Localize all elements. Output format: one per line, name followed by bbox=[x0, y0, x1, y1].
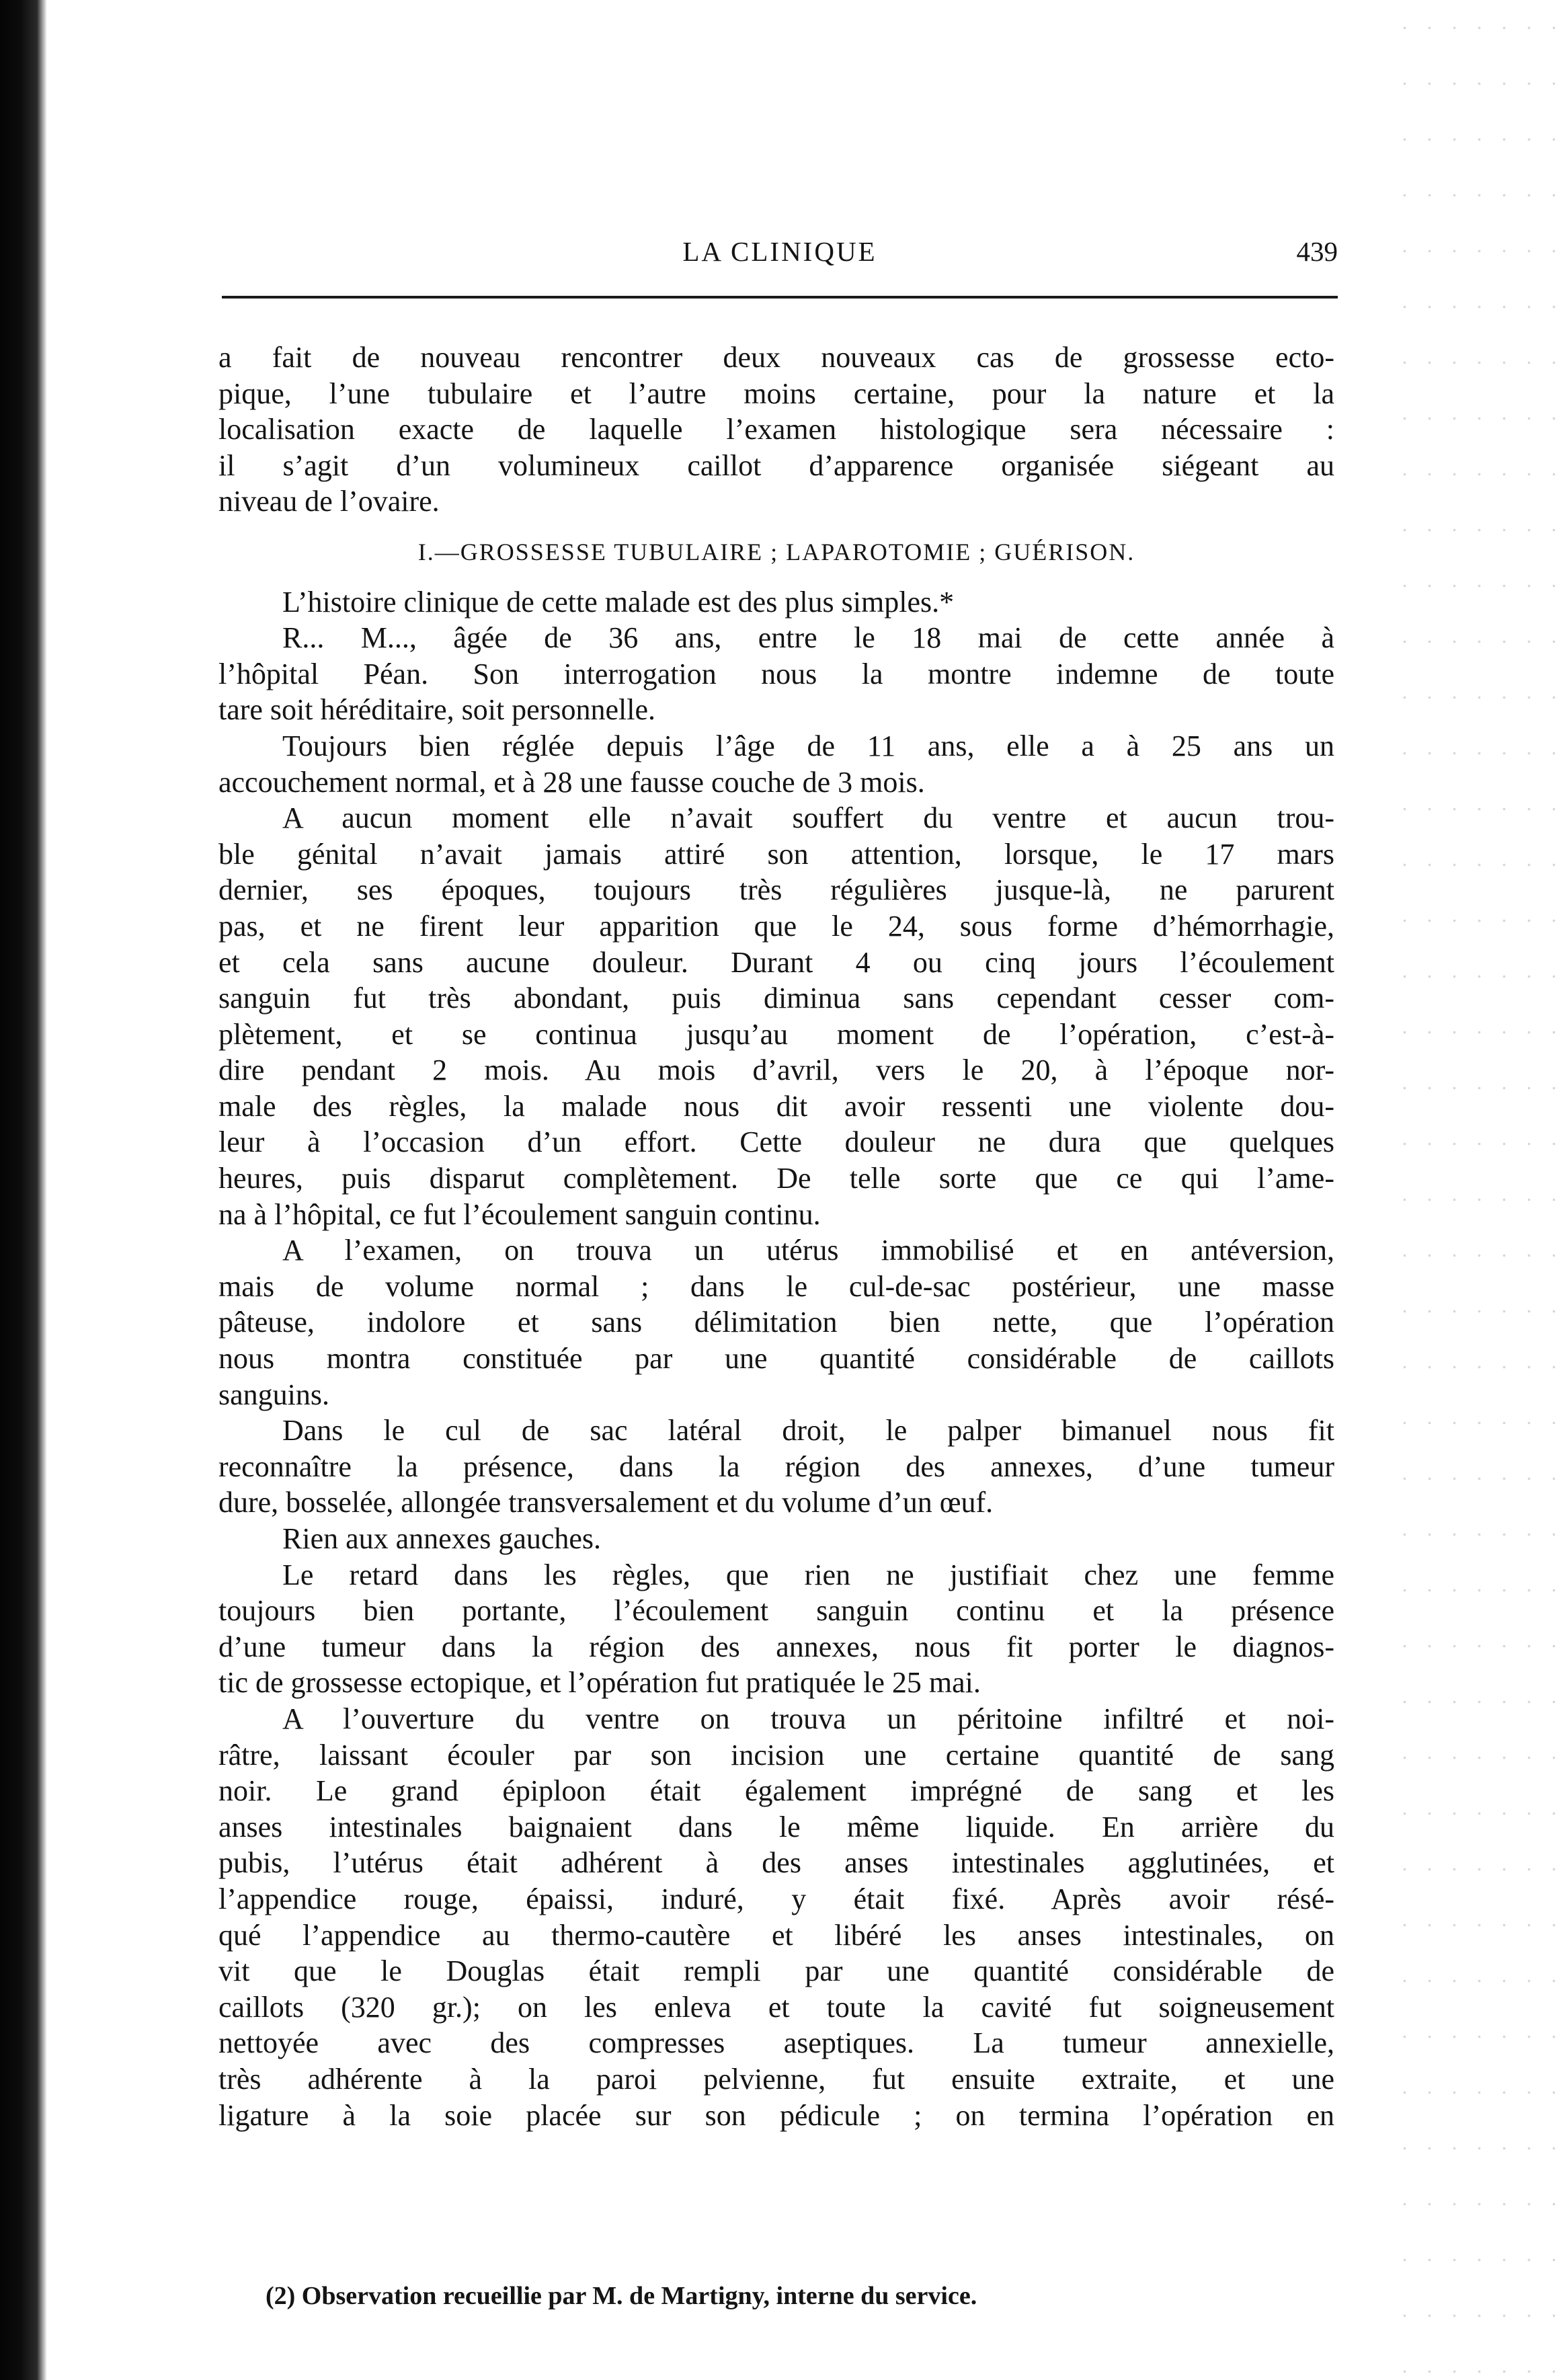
text-line: anses intestinales baignaient dans le même liquide. En arrière du bbox=[218, 1810, 1334, 1843]
text-line: A l’examen, on trouva un utérus immobilisé et en antéversion, bbox=[282, 1234, 1334, 1267]
text-line: Dans le cul de sac latéral droit, le palper bimanuel nous fit bbox=[282, 1414, 1334, 1447]
text-line: caillots (320 gr.); on les enleva et toute la cavité fut soigneusement bbox=[218, 1990, 1334, 2024]
text-line: tic de grossesse ectopique, et l’opération fut pratiquée le 25 mai. bbox=[218, 1666, 981, 1700]
text-line: râtre, laissant écouler par son incision une certaine quantité de sang bbox=[218, 1738, 1334, 1772]
running-title: LA CLINIQUE bbox=[682, 236, 877, 267]
text-line: ligature à la soie placée sur son pédicule ; on termina l’opération en bbox=[218, 2098, 1334, 2132]
body-text bbox=[218, 340, 1334, 2133]
text-line: dire pendant 2 mois. Au mois d’avril, vers le 20, à l’époque nor- bbox=[218, 1054, 1334, 1087]
text-line: R... M..., âgée de 36 ans, entre le 18 mai de cette année à bbox=[282, 621, 1334, 655]
text-line: accouchement normal, et à 28 une fausse couche de 3 mois. bbox=[218, 765, 925, 799]
text-line: il s’agit d’un volumineux caillot d’apparence organisée siégeant au bbox=[218, 448, 1334, 482]
text-line: Le retard dans les règles, que rien ne justifiait chez une femme bbox=[282, 1558, 1334, 1591]
text-line: noir. Le grand épiploon était également imprégné de sang et les bbox=[218, 1774, 1334, 1808]
text-line: dernier, ses époques, toujours très régulières jusque-là, ne parurent bbox=[218, 873, 1334, 907]
footnote: (2) Observation recueillie par M. de Martigny, interne du service. bbox=[266, 2282, 977, 2310]
text-line: A l’ouverture du ventre on trouva un péritoine infiltré et noi- bbox=[282, 1702, 1334, 1735]
page-edge-specks bbox=[1392, 0, 1567, 2380]
text-line: dure, bosselée, allongée transversalement et du volume d’un œuf. bbox=[218, 1486, 994, 1519]
text-line: nous montra constituée par une quantité considérable de caillots bbox=[218, 1342, 1334, 1376]
text-line: l’hôpital Péan. Son interrogation nous la montre indemne de toute bbox=[218, 657, 1334, 690]
text-line: d’une tumeur dans la région des annexes, nous fit porter le diagnos- bbox=[218, 1630, 1334, 1663]
text-line: sanguins. bbox=[218, 1378, 329, 1411]
text-line: niveau de l’ovaire. bbox=[218, 485, 440, 518]
text-line: très adhérente à la paroi pelvienne, fut ensuite extraite, et une bbox=[218, 2062, 1334, 2096]
text-line: A aucun moment elle n’avait souffert du ventre et aucun trou- bbox=[282, 801, 1334, 835]
text-line: na à l’hôpital, ce fut l’écoulement sanguin continu. bbox=[218, 1197, 821, 1231]
text-line: Toujours bien réglée depuis l’âge de 11 ans, elle a à 25 ans un bbox=[282, 729, 1334, 762]
text-line: L’histoire clinique de cette malade est des plus simples.* bbox=[282, 585, 955, 619]
text-line: tare soit héréditaire, soit personnelle. bbox=[218, 693, 655, 727]
text-line: pâteuse, indolore et sans délimitation bien nette, que l’opération bbox=[218, 1306, 1334, 1339]
text-line: a fait de nouveau rencontrer deux nouveaux cas de grossesse ecto- bbox=[218, 341, 1334, 374]
text-line: l’appendice rouge, épaissi, induré, y était fixé. Après avoir résé- bbox=[218, 1882, 1334, 1915]
text-line: nettoyée avec des compresses aseptiques. La tumeur annexielle, bbox=[218, 2026, 1334, 2060]
text-line: plètement, et se continua jusqu’au moment de l’opération, c’est-à- bbox=[218, 1017, 1334, 1051]
page-number: 439 bbox=[1296, 236, 1338, 267]
page-header bbox=[222, 235, 1338, 282]
text-line: et cela sans aucune douleur. Durant 4 ou cinq jours l’écoulement bbox=[218, 945, 1334, 979]
text-line: pas, et ne firent leur apparition que le 24, sous forme d’hémorrhagie, bbox=[218, 909, 1334, 943]
text-line: vit que le Douglas était rempli par une quantité considérable de bbox=[218, 1954, 1334, 1988]
text-line: Rien aux annexes gauches. bbox=[282, 1522, 602, 1555]
text-line: sanguin fut très abondant, puis diminua sans cependant cesser com- bbox=[218, 982, 1334, 1015]
text-line: pique, l’une tubulaire et l’autre moins certaine, pour la nature et la bbox=[218, 376, 1334, 410]
text-line: heures, puis disparut complètement. De telle sorte que ce qui l’ame- bbox=[218, 1162, 1334, 1195]
header-rule bbox=[222, 296, 1338, 299]
text-line: toujours bien portante, l’écoulement sanguin continu et la présence bbox=[218, 1594, 1334, 1628]
text-line: qué l’appendice au thermo-cautère et libéré les anses intestinales, on bbox=[218, 1918, 1334, 1952]
text-line: reconnaître la présence, dans la région des annexes, d’une tumeur bbox=[218, 1450, 1334, 1483]
book-spine-shadow bbox=[0, 0, 47, 2380]
text-line: pubis, l’utérus était adhérent à des anses intestinales agglutinées, et bbox=[218, 1846, 1334, 1880]
text-line: mais de volume normal ; dans le cul-de-sac postérieur, une masse bbox=[218, 1269, 1334, 1303]
section-heading: I.—GROSSESSE TUBULAIRE ; LAPAROTOMIE ; GUÉRISON. bbox=[417, 538, 1135, 565]
text-line: localisation exacte de laquelle l’examen histologique sera nécessaire : bbox=[218, 413, 1334, 446]
text-line: ble génital n’avait jamais attiré son attention, lorsque, le 17 mars bbox=[218, 837, 1334, 871]
text-line: leur à l’occasion d’un effort. Cette douleur ne dura que quelques bbox=[218, 1125, 1334, 1159]
text-line: male des règles, la malade nous dit avoir ressenti une violente dou- bbox=[218, 1089, 1334, 1123]
